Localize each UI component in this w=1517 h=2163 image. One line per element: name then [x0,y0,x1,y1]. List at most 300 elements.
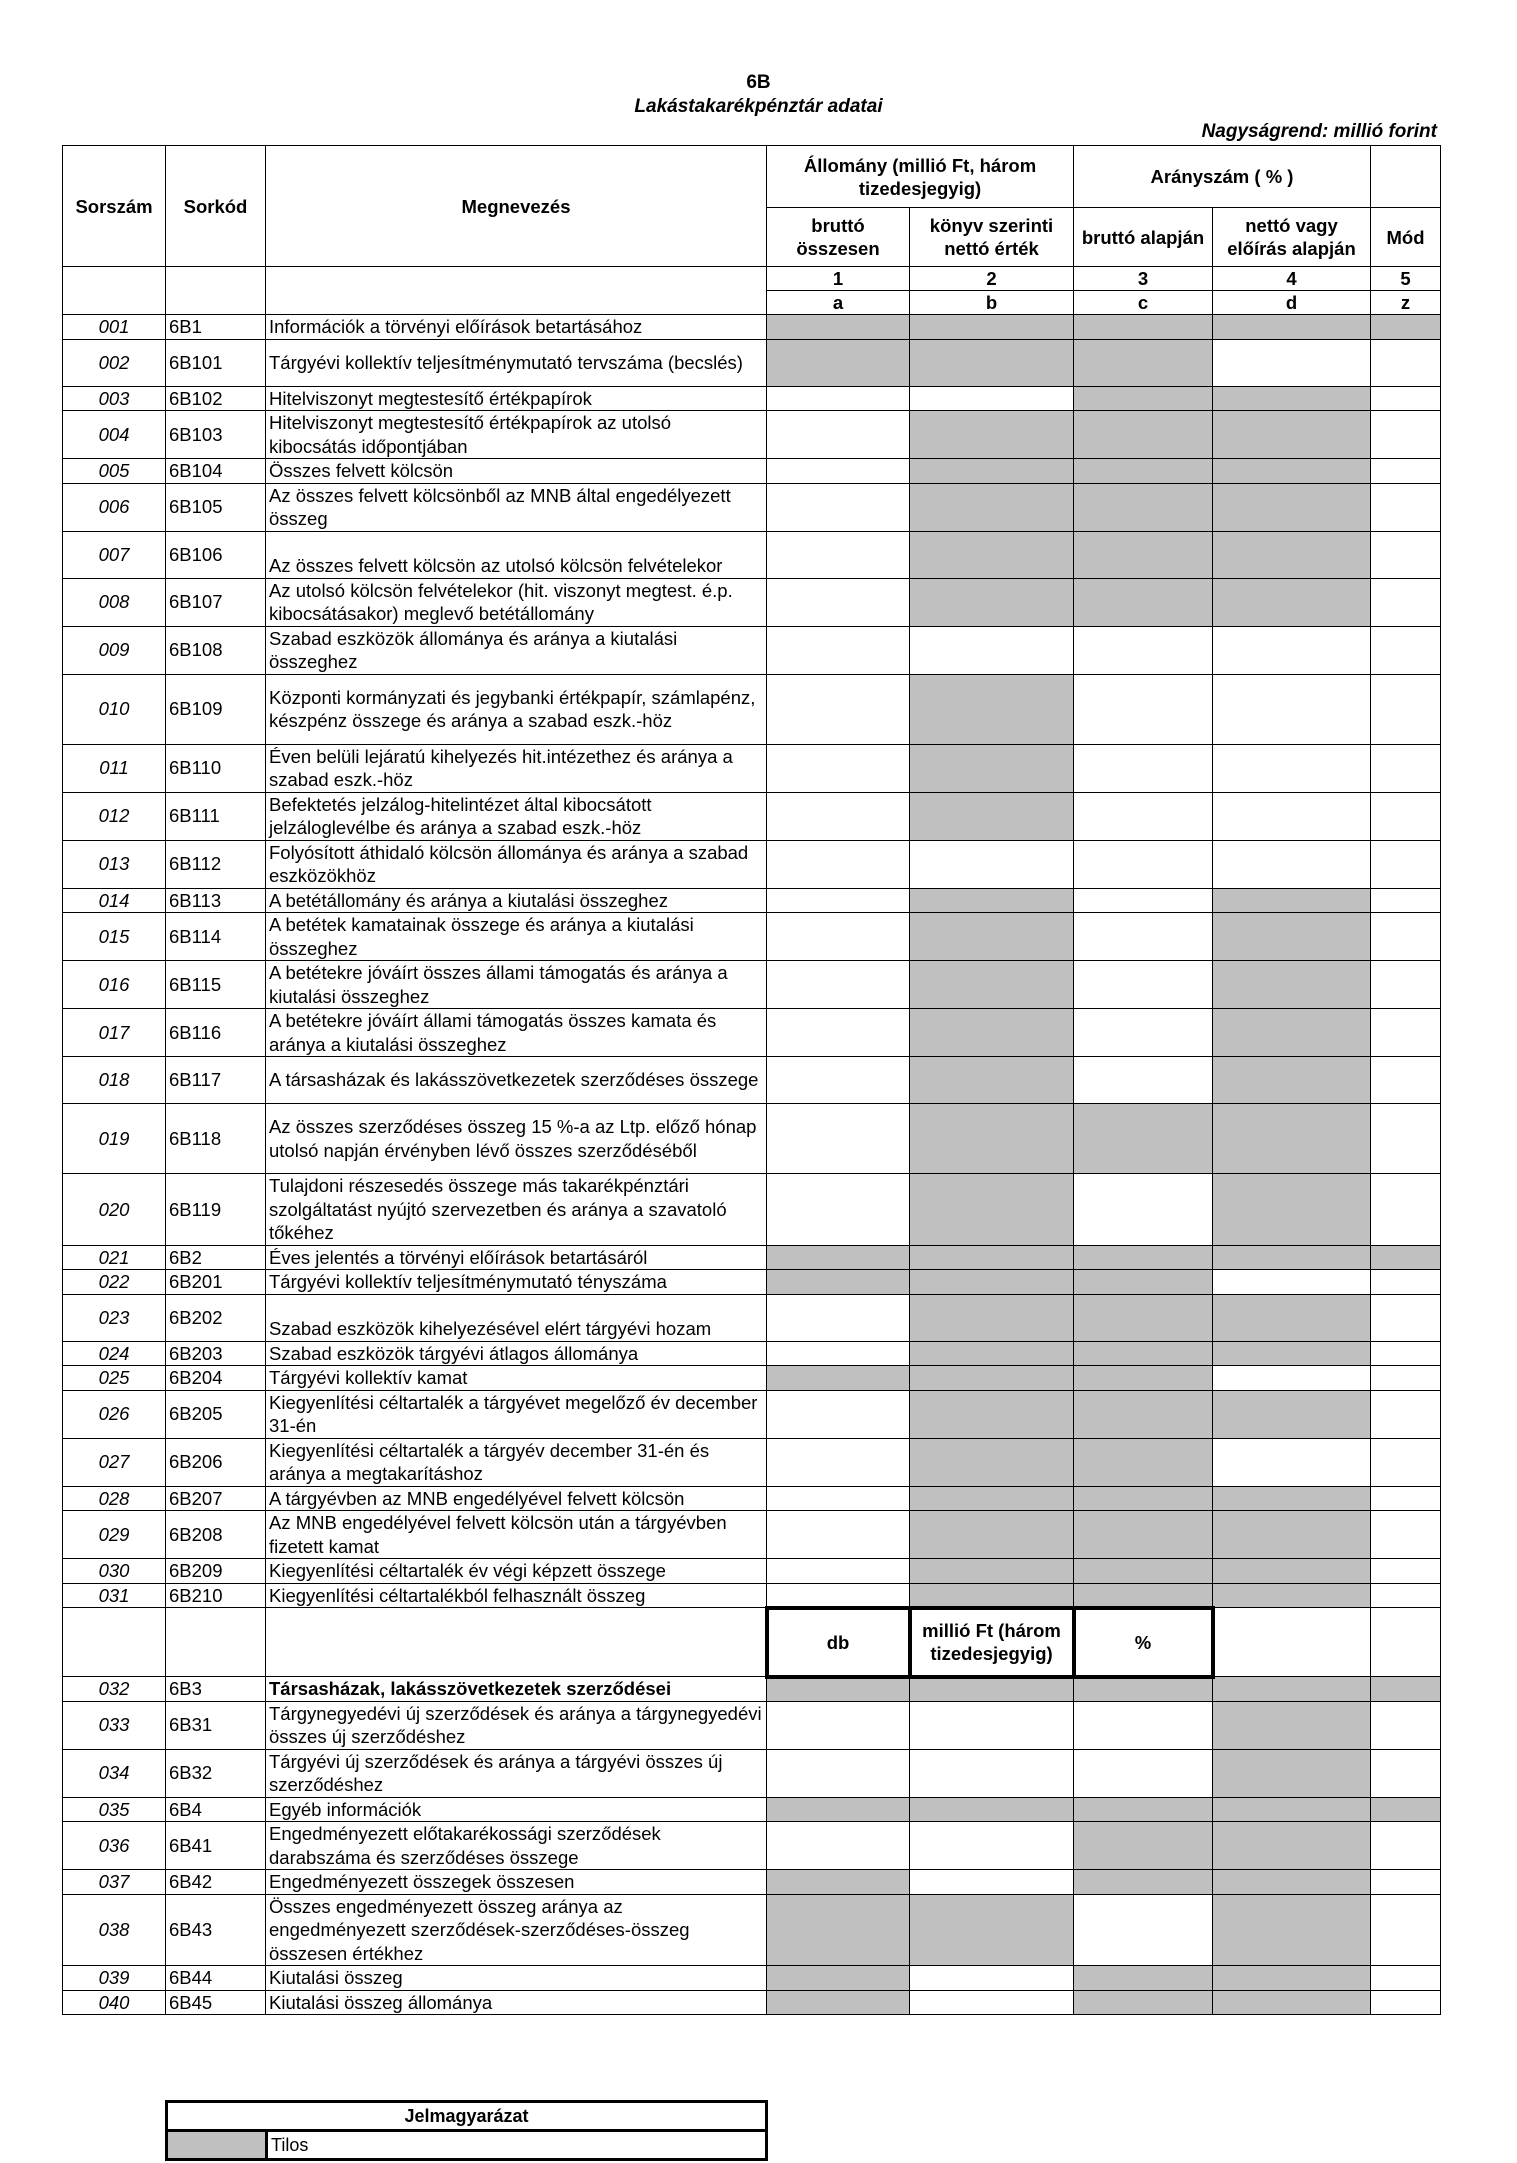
table-row [63,1966,1441,1991]
value-cell [1074,1270,1213,1295]
value-cell [910,1701,1074,1749]
table-row [63,626,1441,674]
value-cell [1213,531,1371,578]
value-cell [910,1245,1074,1270]
value-cell [767,1009,910,1057]
table-row [63,1870,1441,1895]
value-cell [1213,578,1371,626]
value-cell [1074,1174,1213,1246]
value-cell [1074,339,1213,386]
row-sorkod: 6B44 [166,1966,266,1991]
value-cell [910,961,1074,1009]
value-cell [767,1390,910,1438]
value-cell [767,459,910,484]
value-cell [767,1486,910,1511]
value-cell [1213,1009,1371,1057]
table-row [63,1990,1441,2015]
value-cell [1074,792,1213,840]
value-cell [1371,1797,1441,1822]
value-cell [1074,961,1213,1009]
value-cell [1213,1341,1371,1366]
row-megnevezes: Társasházak, lakásszövetkezetek szerződései [266,1677,767,1702]
row-sorkod: 6B31 [166,1701,266,1749]
table-row [63,1366,1441,1391]
row-sorkod: 6B45 [166,1990,266,2015]
value-cell [910,1390,1074,1438]
value-cell [1074,531,1213,578]
value-cell [1371,674,1441,744]
row-sorkod: 6B110 [166,744,266,792]
value-cell [1213,626,1371,674]
row-megnevezes: Információk a törvényi előírások betartásához [266,315,767,340]
row-sorkod: 6B118 [166,1104,266,1174]
value-cell [1371,1174,1441,1246]
value-cell [910,411,1074,459]
header-allomany: Állomány (millió Ft, három tizedesjegyig) [767,146,1074,208]
value-cell [767,1104,910,1174]
sub-header-db: db [767,1608,910,1677]
row-sorszam: 022 [63,1270,166,1295]
row-sorszam: 009 [63,626,166,674]
value-cell [910,913,1074,961]
value-cell [767,1583,910,1608]
row-megnevezes: Tárgyévi kollektív teljesítménymutató tényszáma [266,1270,767,1295]
table-row [63,339,1441,386]
table-row [63,459,1441,484]
row-sorszam: 039 [63,1966,166,1991]
value-cell [1371,1057,1441,1104]
row-sorszam: 038 [63,1894,166,1966]
row-megnevezes: Kiutalási összeg [266,1966,767,1991]
row-sorkod: 6B32 [166,1749,266,1797]
value-cell [1371,1366,1441,1391]
row-sorszam: 005 [63,459,166,484]
value-cell [910,1749,1074,1797]
value-cell [1371,888,1441,913]
header-letter: a [767,291,910,315]
value-cell [1371,626,1441,674]
row-sorszam: 016 [63,961,166,1009]
row-megnevezes: A betétállomány és aránya a kiutalási összeghez [266,888,767,913]
value-cell [767,1341,910,1366]
row-megnevezes: Kiutalási összeg állománya [266,1990,767,2015]
row-megnevezes: Kiegyenlítési céltartalék a tárgyévet megelőző év december 31-én [266,1390,767,1438]
row-sorkod: 6B204 [166,1366,266,1391]
value-cell [1074,1057,1213,1104]
row-sorkod: 6B114 [166,913,266,961]
value-cell [1074,913,1213,961]
row-sorszam: 004 [63,411,166,459]
row-megnevezes: Tárgynegyedévi új szerződések és aránya a tárgynegyedévi összes új szerződéshez [266,1701,767,1749]
value-cell [1213,1583,1371,1608]
value-cell [767,1245,910,1270]
value-cell [767,1511,910,1559]
value-cell [1074,1438,1213,1486]
row-megnevezes: Kiegyenlítési céltartalék a tárgyév december 31-én és aránya a megtakarításhoz [266,1438,767,1486]
value-cell [1074,1104,1213,1174]
table-row [63,578,1441,626]
header-number: 3 [1074,267,1213,291]
sub-header-spacer [63,1608,166,1677]
sub-header-spacer [1213,1608,1371,1677]
value-cell [910,339,1074,386]
value-cell [910,1009,1074,1057]
sub-header-spacer [166,1608,266,1677]
row-sorkod: 6B4 [166,1797,266,1822]
value-cell [1074,1749,1213,1797]
value-cell [1371,1270,1441,1295]
value-cell [910,840,1074,888]
row-megnevezes: Engedményezett előtakarékossági szerződések darabszáma és szerződéses összege [266,1822,767,1870]
header-number: 4 [1213,267,1371,291]
value-cell [910,1270,1074,1295]
header-brutto-alapjan: bruttó alapján [1074,208,1213,267]
value-cell [1074,1009,1213,1057]
value-cell [910,1583,1074,1608]
value-cell [910,1870,1074,1895]
value-cell [1074,1390,1213,1438]
row-sorkod: 6B205 [166,1390,266,1438]
row-sorszam: 017 [63,1009,166,1057]
row-megnevezes: Összes felvett kölcsön [266,459,767,484]
header-aranyszam: Arányszám ( % ) [1074,146,1371,208]
value-cell [767,1559,910,1584]
table-row [63,1294,1441,1341]
value-cell [1371,339,1441,386]
value-cell [767,792,910,840]
value-cell [1371,1559,1441,1584]
row-megnevezes: Tárgyévi új szerződések és aránya a tárgyévi összes új szerződéshez [266,1749,767,1797]
table-row [63,961,1441,1009]
row-sorszam: 012 [63,792,166,840]
legend-title: Jelmagyarázat [167,2102,767,2131]
value-cell [1371,459,1441,484]
value-cell [1074,459,1213,484]
row-megnevezes: Egyéb információk [266,1797,767,1822]
legend-table [165,2100,768,2161]
row-megnevezes: Tárgyévi kollektív kamat [266,1366,767,1391]
value-cell [1213,1438,1371,1486]
value-cell [767,1894,910,1966]
value-cell [767,1174,910,1246]
row-sorkod: 6B112 [166,840,266,888]
row-megnevezes: Összes engedményezett összeg aránya az engedményezett szerződések-szerződéses-összeg összesen értékhez [266,1894,767,1966]
value-cell [1371,315,1441,340]
value-cell [1213,1797,1371,1822]
row-sorszam: 026 [63,1390,166,1438]
value-cell [1074,1870,1213,1895]
value-cell [1074,1990,1213,2015]
row-sorszam: 007 [63,531,166,578]
row-sorkod: 6B103 [166,411,266,459]
value-cell [910,792,1074,840]
value-cell [910,744,1074,792]
row-sorszam: 033 [63,1701,166,1749]
value-cell [1213,1390,1371,1438]
table-row [63,386,1441,411]
value-cell [1213,913,1371,961]
value-cell [1213,411,1371,459]
legend-swatch [167,2131,267,2160]
value-cell [910,626,1074,674]
row-megnevezes: Engedményezett összegek összesen [266,1870,767,1895]
header-number: 5 [1371,267,1441,291]
table-row [63,840,1441,888]
row-sorszam: 006 [63,483,166,531]
value-cell [1213,1749,1371,1797]
value-cell [1074,1822,1213,1870]
value-cell [1213,459,1371,484]
value-cell [910,1294,1074,1341]
row-sorszam: 014 [63,888,166,913]
row-sorszam: 023 [63,1294,166,1341]
value-cell [910,1797,1074,1822]
value-cell [1074,1583,1213,1608]
value-cell [1371,1677,1441,1702]
row-megnevezes: Központi kormányzati és jegybanki értékpapír, számlapénz, készpénz összege és aránya a szabad eszk.-höz [266,674,767,744]
value-cell [1213,1822,1371,1870]
value-cell [1371,1438,1441,1486]
value-cell [1371,1966,1441,1991]
row-sorszam: 018 [63,1057,166,1104]
table-row [63,1701,1441,1749]
value-cell [767,744,910,792]
row-sorkod: 6B111 [166,792,266,840]
value-cell [1074,315,1213,340]
value-cell [767,1057,910,1104]
value-cell [910,674,1074,744]
value-cell [767,913,910,961]
table-row [63,1245,1441,1270]
header-konyv-szerinti: könyv szerinti nettó érték [910,208,1074,267]
row-sorkod: 6B206 [166,1438,266,1486]
value-cell [1213,1294,1371,1341]
table-row [63,1559,1441,1584]
header-letter: c [1074,291,1213,315]
value-cell [1213,1870,1371,1895]
row-sorkod: 6B116 [166,1009,266,1057]
row-sorszam: 032 [63,1677,166,1702]
table-row [63,913,1441,961]
row-sorkod: 6B102 [166,386,266,411]
row-sorkod: 6B201 [166,1270,266,1295]
row-megnevezes: Az összes felvett kölcsön az utolsó kölcsön felvételekor [266,531,767,578]
value-cell [1213,1057,1371,1104]
value-cell [1371,1990,1441,2015]
value-cell [767,840,910,888]
table-row [63,1677,1441,1702]
value-cell [1371,1583,1441,1608]
data-table [62,145,1441,2015]
value-cell [767,483,910,531]
value-cell [910,1366,1074,1391]
header-brutto-osszesen: bruttó összesen [767,208,910,267]
row-sorkod: 6B117 [166,1057,266,1104]
value-cell [1074,626,1213,674]
value-cell [767,1701,910,1749]
row-sorszam: 035 [63,1797,166,1822]
value-cell [1074,1966,1213,1991]
form-code: 6B [746,72,771,93]
row-megnevezes: Tulajdoni részesedés összege más takarékpénztári szolgáltatást nyújtó szervezetben és aránya a szavatoló tőkéhez [266,1174,767,1246]
row-megnevezes: A betétek kamatainak összege és aránya a kiutalási összeghez [266,913,767,961]
value-cell [767,339,910,386]
value-cell [767,674,910,744]
value-cell [910,1057,1074,1104]
table-row [63,1894,1441,1966]
table-row [63,674,1441,744]
table-row [63,1749,1441,1797]
row-sorkod: 6B210 [166,1583,266,1608]
row-sorszam: 015 [63,913,166,961]
value-cell [1074,411,1213,459]
value-cell [1371,578,1441,626]
value-cell [1371,1894,1441,1966]
row-sorkod: 6B101 [166,339,266,386]
value-cell [1371,744,1441,792]
header-sorszam: Sorszám [63,146,166,267]
legend-item: Tilos [267,2131,767,2160]
value-cell [910,1822,1074,1870]
row-megnevezes: Éven belüli lejáratú kihelyezés hit.intézethez és aránya a szabad eszk.-höz [266,744,767,792]
value-cell [1213,386,1371,411]
row-megnevezes: Hitelviszonyt megtestesítő értékpapírok [266,386,767,411]
row-sorszam: 036 [63,1822,166,1870]
value-cell [767,315,910,340]
value-cell [767,531,910,578]
value-cell [1213,744,1371,792]
row-sorkod: 6B108 [166,626,266,674]
row-sorszam: 027 [63,1438,166,1486]
value-cell [1213,840,1371,888]
value-cell [1371,1749,1441,1797]
row-megnevezes: A betétekre jóváírt összes állami támogatás és aránya a kiutalási összeghez [266,961,767,1009]
value-cell [767,1294,910,1341]
table-row [63,1822,1441,1870]
row-megnevezes: Szabad eszközök tárgyévi átlagos állománya [266,1341,767,1366]
row-sorkod: 6B119 [166,1174,266,1246]
header-megnevezes: Megnevezés [266,146,767,267]
row-megnevezes: Folyósított áthidaló kölcsön állománya és aránya a szabad eszközökhöz [266,840,767,888]
row-sorkod: 6B42 [166,1870,266,1895]
row-sorkod: 6B203 [166,1341,266,1366]
row-sorkod: 6B106 [166,531,266,578]
value-cell [767,1749,910,1797]
value-cell [910,1894,1074,1966]
value-cell [767,1366,910,1391]
value-cell [1213,1486,1371,1511]
header-netto-vagy: nettó vagy előírás alapján [1213,208,1371,267]
value-cell [1074,1701,1213,1749]
row-sorszam: 011 [63,744,166,792]
row-sorkod: 6B115 [166,961,266,1009]
value-cell [1371,483,1441,531]
header-spacer [266,267,767,315]
row-sorkod: 6B208 [166,1511,266,1559]
value-cell [767,1966,910,1991]
row-sorszam: 028 [63,1486,166,1511]
value-cell [1213,1990,1371,2015]
row-megnevezes: Szabad eszközök kihelyezésével elért tárgyévi hozam [266,1294,767,1341]
header-letter: b [910,291,1074,315]
value-cell [1074,386,1213,411]
table-row [63,1174,1441,1246]
value-cell [910,1104,1074,1174]
table-row [63,792,1441,840]
value-cell [910,531,1074,578]
row-sorszam: 030 [63,1559,166,1584]
value-cell [1213,1270,1371,1295]
table-row [63,483,1441,531]
row-sorkod: 6B107 [166,578,266,626]
value-cell [1371,840,1441,888]
value-cell [767,961,910,1009]
sub-header-spacer [1371,1608,1441,1677]
value-cell [1074,578,1213,626]
unit-note: Nagyságrend: millió forint [1201,121,1437,142]
value-cell [1074,1511,1213,1559]
row-megnevezes: Az MNB engedélyével felvett kölcsön után a tárgyévben fizetett kamat [266,1511,767,1559]
row-sorkod: 6B1 [166,315,266,340]
row-megnevezes: Tárgyévi kollektív teljesítménymutató tervszáma (becslés) [266,339,767,386]
value-cell [767,386,910,411]
value-cell [1371,1822,1441,1870]
row-sorkod: 6B43 [166,1894,266,1966]
value-cell [1371,1294,1441,1341]
value-cell [1074,1797,1213,1822]
value-cell [910,386,1074,411]
row-megnevezes: A társasházak és lakásszövetkezetek szerződéses összege [266,1057,767,1104]
table-row [63,1270,1441,1295]
value-cell [1371,1486,1441,1511]
row-sorkod: 6B3 [166,1677,266,1702]
row-sorszam: 029 [63,1511,166,1559]
value-cell [910,1438,1074,1486]
value-cell [767,1797,910,1822]
row-sorszam: 024 [63,1341,166,1366]
row-sorszam: 021 [63,1245,166,1270]
value-cell [1213,674,1371,744]
row-sorkod: 6B209 [166,1559,266,1584]
value-cell [1371,1009,1441,1057]
row-sorszam: 037 [63,1870,166,1895]
value-cell [1074,840,1213,888]
value-cell [767,888,910,913]
row-sorkod: 6B207 [166,1486,266,1511]
table-row [63,1797,1441,1822]
value-cell [1371,1870,1441,1895]
row-sorszam: 008 [63,578,166,626]
row-sorszam: 010 [63,674,166,744]
value-cell [910,1174,1074,1246]
value-cell [767,626,910,674]
value-cell [910,315,1074,340]
value-cell [910,1677,1074,1702]
row-sorszam: 040 [63,1990,166,2015]
row-megnevezes: Kiegyenlítési céltartalék év végi képzett összege [266,1559,767,1584]
value-cell [1371,386,1441,411]
value-cell [910,1559,1074,1584]
value-cell [1074,1677,1213,1702]
header-sorkod: Sorkód [166,146,266,267]
value-cell [1371,913,1441,961]
table-row [63,1438,1441,1486]
value-cell [1074,1245,1213,1270]
value-cell [1074,1486,1213,1511]
table-row [63,1486,1441,1511]
value-cell [910,1341,1074,1366]
value-cell [1213,483,1371,531]
